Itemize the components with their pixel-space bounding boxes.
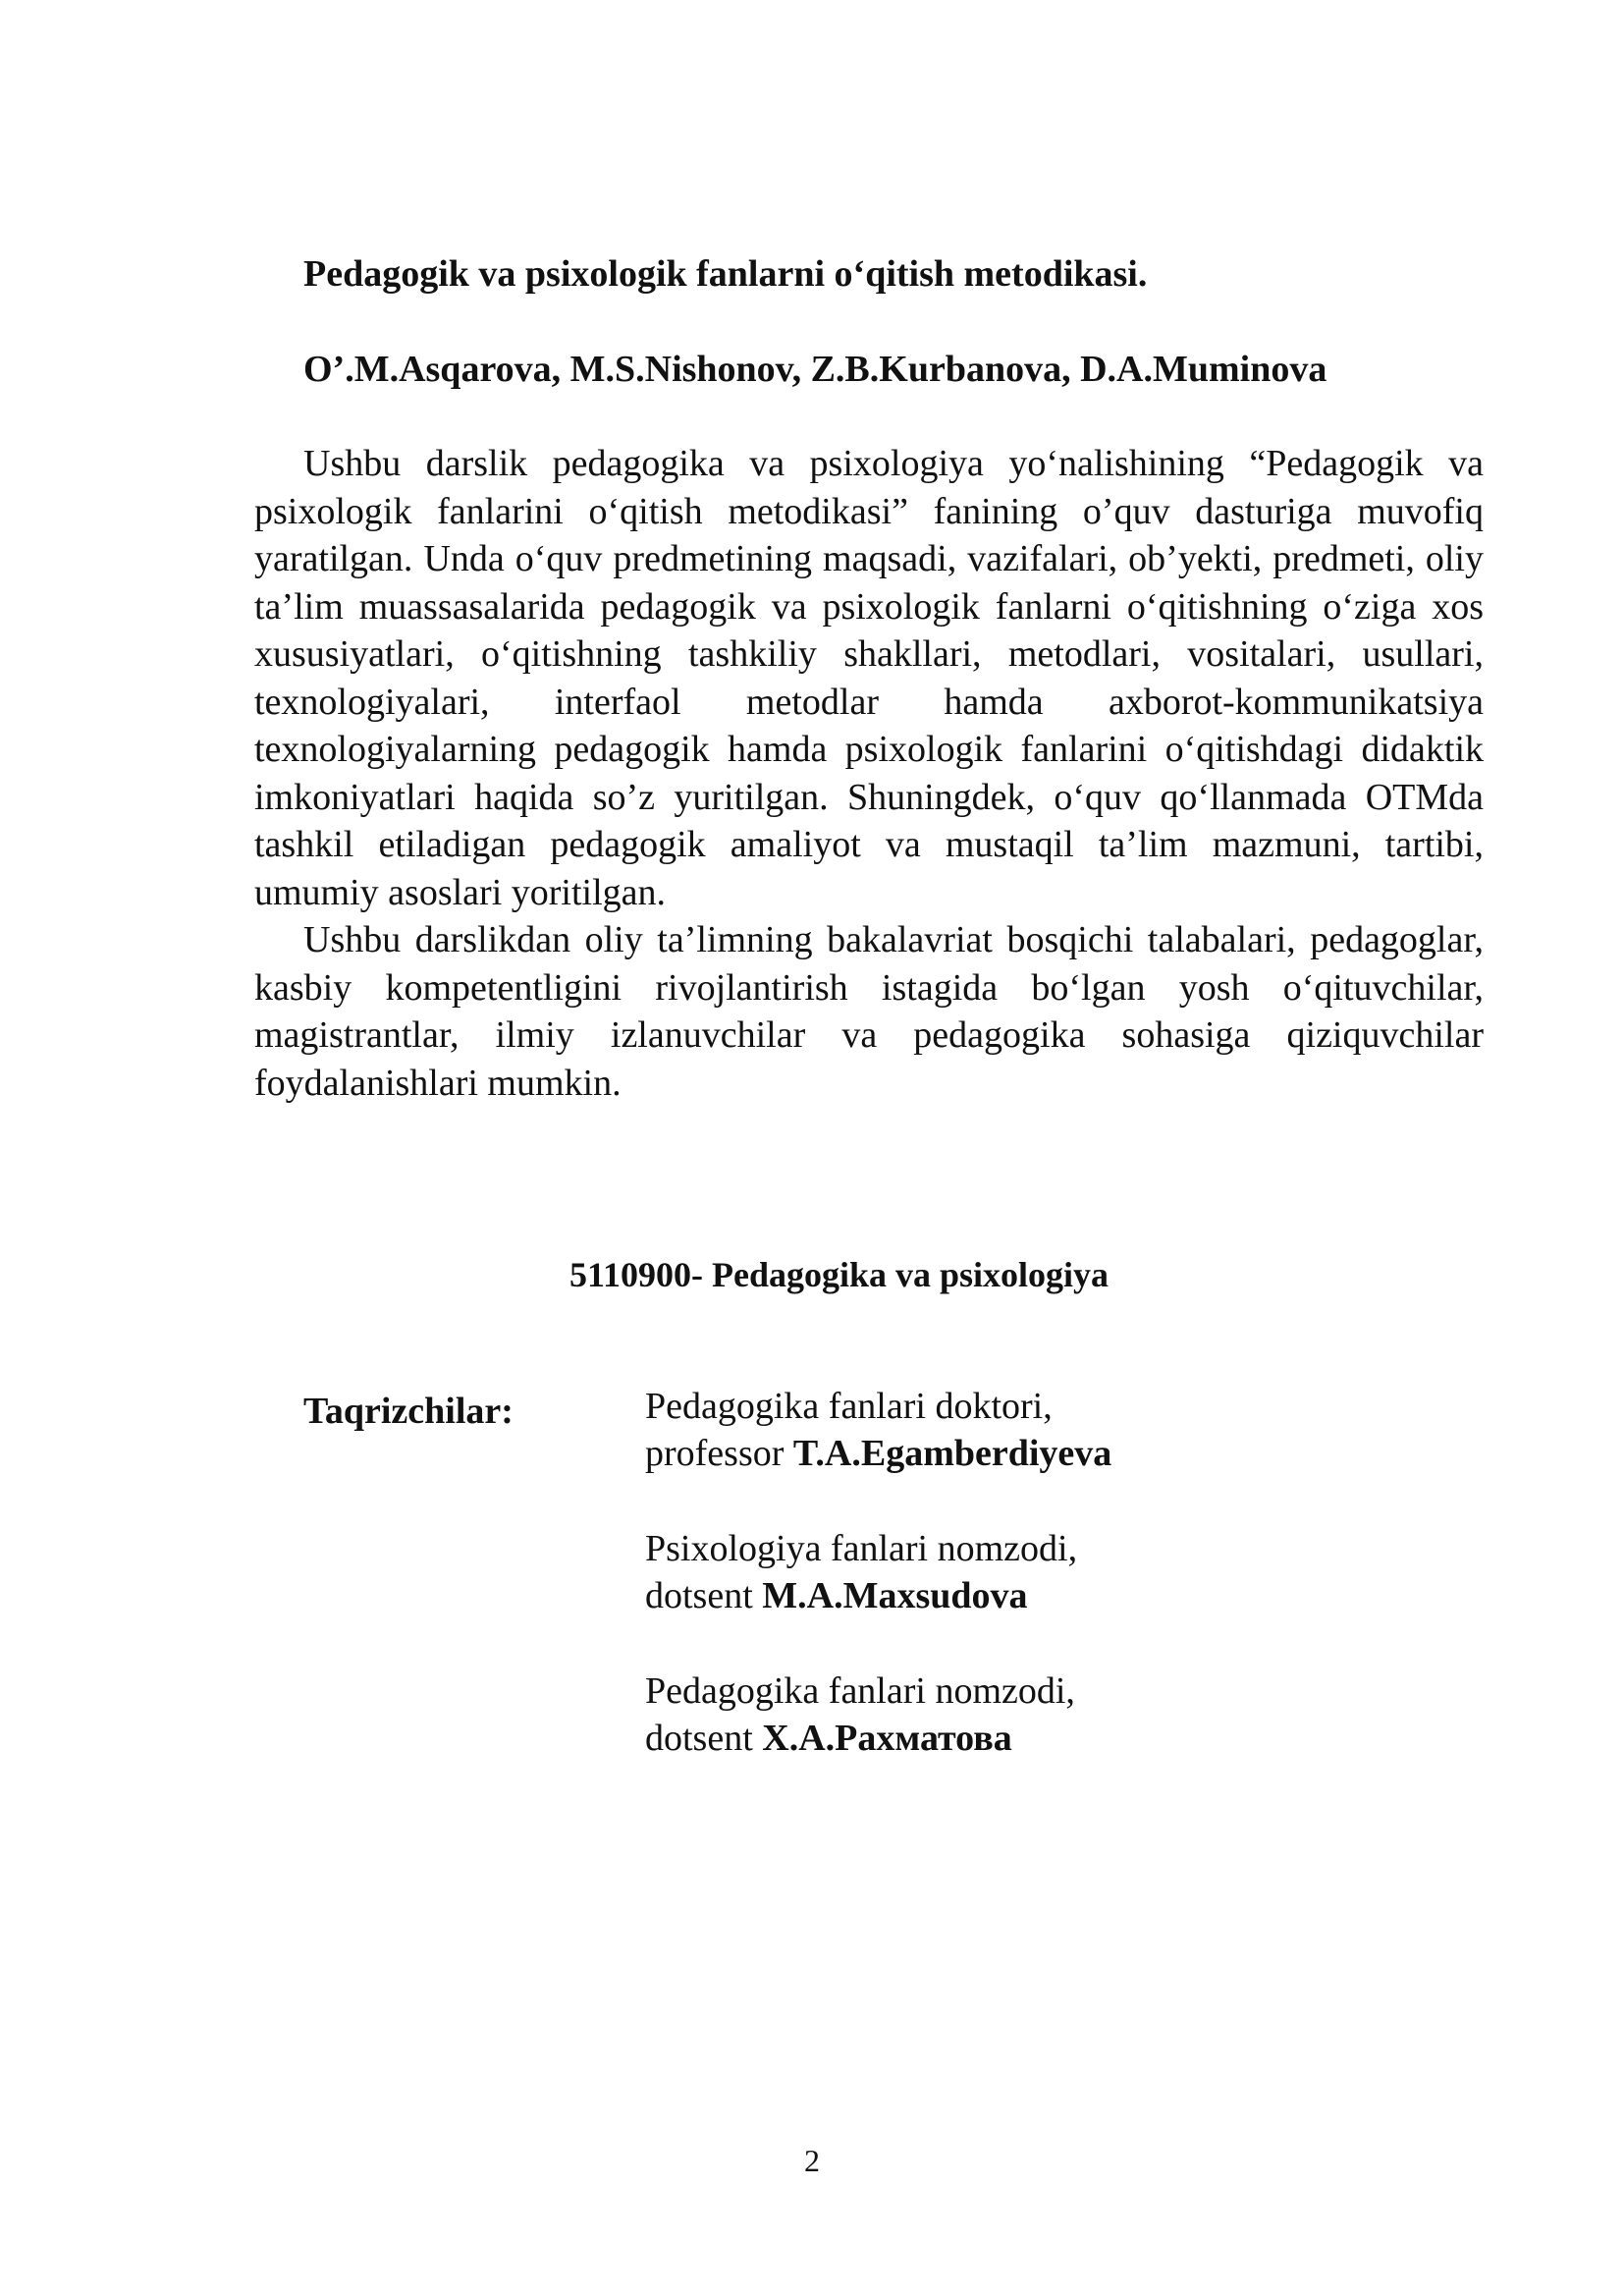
reviewer-3-position: dotsent	[645, 1718, 763, 1759]
reviewer-1-degree: Pedagogika fanlari doktori,	[645, 1386, 1053, 1427]
reviewer-3-title-line	[645, 1715, 1075, 1762]
book-title: Pedagogik va psixologik fanlarni o‘qitish metodikasi.	[303, 253, 1148, 295]
reviewer-1-title-line	[645, 1430, 1111, 1477]
abstract-paragraph-2: Ushbu darslikdan oliy ta’limning bakalavriat bosqichi talabalari, pedagoglar, kasbiy kompetentligini rivojlantirish istagida bo‘lgan yosh o‘qituvchilar, magistrantlar, ilmiy izlanuvchilar va pedagogika sohasiga qiziquvchilar foydalanishlari mumkin.	[254, 919, 1484, 1104]
reviewer-1-position: professor	[645, 1433, 793, 1474]
abstract-paragraph-1: Ushbu darslik pedagogika va psixologiya yo‘nalishining “Pedagogik va psixologik fanlarini o‘qitish metodikasi” fanining o’quv dasturiga muvofiq yaratilgan. Unda o‘quv predmetining maqsadi, vazifalari, ob’yekti, predmeti, oliy ta’lim muassasalarida pedagogik va psixologik fanlarni o‘qitishning o‘ziga xos xususiyatlari, o‘qitishning tashkiliy shakllari, metodlari, vositalari, usullari, texnologiyalari, interfaol metodlar hamda axborot-kommunikatsiya texnologiyalarning pedagogik hamda psixologik fanlarini o‘qitishdagi didaktik imkoniyatlari haqida so’z yuritilgan. Shuningdek, o‘quv qo‘llanmada OTMda tashkil etiladigan pedagogik amaliyot va mustaqil ta’lim mazmuni, tartibi, umumiy asoslari yoritilgan.	[254, 443, 1484, 913]
reviewer-1-name: T.A.Egamberdiyeva	[792, 1433, 1112, 1474]
reviewer-2	[645, 1525, 1077, 1619]
reviewer-3-degree: Pedagogika fanlari nomzodi,	[645, 1670, 1075, 1712]
page-number: 2	[804, 2143, 820, 2178]
reviewer-2-name: M.A.Maxsudova	[762, 1575, 1028, 1616]
reviewer-2-title-line	[645, 1572, 1077, 1619]
reviewer-3-name: X.A.Рахматова	[762, 1718, 1012, 1759]
abstract	[254, 440, 1484, 1107]
reviewers-label: Taqrizchilar:	[303, 1391, 514, 1432]
reviewer-3	[645, 1667, 1075, 1762]
reviewer-1	[645, 1383, 1111, 1477]
authors-line: O’.M.Asqarova, M.S.Nishonov, Z.B.Kurbanova, D.A.Muminova	[303, 349, 1327, 390]
reviewer-2-position: dotsent	[645, 1575, 763, 1616]
specialty-code: 5110900- Pedagogika va psixologiya	[569, 1255, 1110, 1294]
reviewer-2-degree: Psixologiya fanlari nomzodi,	[645, 1528, 1078, 1569]
